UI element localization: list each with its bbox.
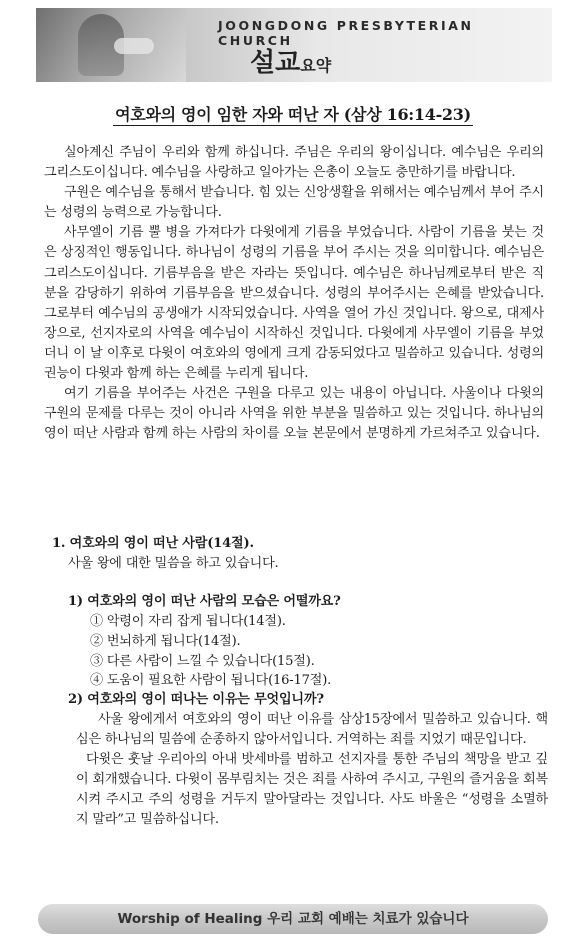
header-title-main: 설교 [250,48,301,78]
intro-paragraph: 구원은 예수님을 통해서 받습니다. 힘 있는 신앙생활을 위해서는 예수님께서 부어 주시는 성령의 능력으로 가능합니다. [44,185,544,221]
list-item: ④ 도움이 필요한 사람이 됩니다(16-17절). [90,673,332,688]
list-item: ③ 다른 사람이 느낄 수 있습니다(15절). [90,654,315,669]
header-photo [36,8,186,82]
footer-text: Worship of Healing 우리 교회 예배는 치료가 있습니다 [117,911,469,927]
sermon-title-text: 여호와의 영이 임한 자와 떠난 자 (삼상 16:14-23) [115,105,471,124]
folded-hands-image [114,38,154,54]
intro-body [44,143,544,444]
header-title [250,42,331,79]
header-title-sub: 요약 [300,56,332,75]
subsection-heading: 1) 여호와의 영이 떠난 사람의 모습은 어떨까요? [68,594,341,609]
section-heading: 1. 여호와의 영이 떠난 사람(14절). [52,536,254,551]
section-text: 사울 왕에 대한 밀씀을 하고 있습니다. [68,556,279,571]
intro-paragraph: 실아계신 주님이 우리와 함께 하십니다. 주님은 우리의 왕이십니다. 예수님은 우리의 그리스도이십니다. 예수님을 사랑하고 일아가는 은총이 오늘도 충만하기를 바랍니다. [44,145,544,181]
footer-banner [38,904,548,934]
intro-paragraph: 사무엘이 기름 뿔 병을 가져다가 다윗에게 기름을 부었습니다. 사람이 기름을 붓는 것은 상징적인 행동입니다. 하나님이 성령의 기름을 부어 주시는 것을 의미합니다. 예수님은 그리스도이십니다. 기름부음을 받은 자라는 뜻입니다. 예수님은 하나님께로부터 받은 직분을 감당하기 위하여 기름부음을 받으셨습니다. 성령의 부어주시는 은혜를 받았습니다. 그로부터 예수님의 공생애가 시작되었습니다. 사역을 열어 가신 것입니다. 왕으로, 대제사장으로, 선지자로의 사역을 예수님이 시작하신 것입니다. 다윗에게 사무엘이 기름을 부었더니 이 날 이후로 다윗이 여호와의 영에게 크게 감동되었다고 밀씀하고 있습니다. 성령의 권능이 다윗과 함께 하는 은혜를 누리게 됩니다. [44,225,544,382]
subsection-heading: 2) 여호와의 영이 떠나는 이유는 무엇입니까? [68,692,324,707]
list-item: ② 번뇌하게 됩니다(14절). [90,634,241,649]
header-banner [36,8,552,82]
body-paragraph: 다윗은 훗날 우리아의 아내 밧세바를 범하고 선지자를 통한 주님의 책망을 받고 깊이 회개했습니다. 다윗이 몸부림치는 것은 죄를 사하여 주시고, 구원의 즐거움을 회복시켜 주시고 주의 성령을 거두지 말아달라는 것입니다. 사도 바울은 “성령을 소멸하지 말라”고 밀씀하십니다. [76,751,548,827]
subsection-2-body [76,710,548,829]
sermon-title [0,102,586,125]
list-item: ① 악령이 자리 잡게 됩니다(14절). [90,614,286,629]
body-paragraph: 사울 왕에게서 여호와의 영이 떠난 이유를 삼상15장에서 밀씀하고 있습니다. 핵심은 하나님의 밀씀에 순종하지 않아서입니다. 거역하는 죄를 지었기 때문입니다. [76,712,548,747]
church-name: JOONGDONG PRESBYTERIAN CHURCH [218,18,474,48]
intro-paragraph: 여기 기름을 부어주는 사건은 구원을 다루고 있는 내용이 아닙니다. 사울이나 다윗의 구원의 문제를 다루는 것이 아니라 사역을 위한 부분을 밀씀하고 있는 것입니다. 하나님의 영이 떠난 사람과 함께 하는 사람의 차이를 오늘 본문에서 분명하게 가르쳐주고 있습니다. [44,386,544,442]
